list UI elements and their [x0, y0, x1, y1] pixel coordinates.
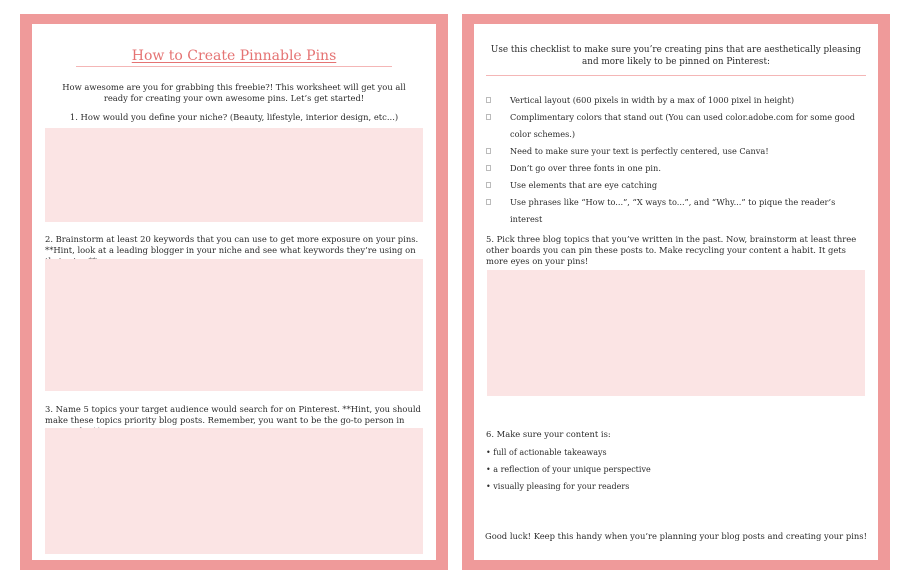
- checklist-item[interactable]: Vertical layout (600 pixels in width by a max of 1000 pixel in height): [486, 92, 868, 109]
- pin-checklist: [486, 92, 868, 228]
- checklist-item[interactable]: Use elements that are eye catching: [486, 177, 868, 194]
- left-worksheet-frame: [20, 14, 448, 570]
- checklist-item[interactable]: Don’t go over three fonts in one pin.: [486, 160, 868, 177]
- left-worksheet-page: [32, 24, 436, 560]
- bullet-item: • visually pleasing for your readers: [486, 482, 630, 491]
- checklist-divider: [486, 75, 866, 76]
- intro-text: How awesome are you for grabbing this freebie?! This worksheet will get you all ready for creating your own awesome pins. Let’s get started!: [62, 82, 406, 103]
- question-2: 2. Brainstorm at least 20 keywords that you can use to get more exposure on your pins. **Hint, look at a leading blogger in your niche and see what keywords they’re using on: [45, 234, 419, 255]
- bullet-item: • a reflection of your unique perspective: [486, 465, 651, 474]
- answer-box-1[interactable]: [45, 128, 423, 222]
- checkbox-icon[interactable]: [486, 114, 491, 120]
- closing-note: Good luck! Keep this handy when you’re planning your blog posts and creating your pins!: [485, 531, 867, 541]
- checklist-item[interactable]: Need to make sure your text is perfectly centered, use Canva!: [486, 143, 868, 160]
- checkbox-icon[interactable]: [486, 148, 491, 154]
- question-3: 3. Name 5 topics your target audience would search for on Pinterest. **Hint, you should make these topics priority blog posts. Remember, you want to be the go-to person in: [45, 404, 421, 425]
- right-worksheet-page: [474, 24, 878, 560]
- checkbox-icon[interactable]: [486, 182, 491, 188]
- question-5: 5. Pick three blog topics that you’ve written in the past. Now, brainstorm at least three other boards you can pin these posts to. Make recycling your content a habit. It gets more eyes on your pins!: [486, 234, 857, 266]
- content-checklist: [486, 444, 651, 495]
- checkbox-icon[interactable]: [486, 199, 491, 205]
- checklist-item[interactable]: Complimentary colors that stand out (You can used color.adobe.com for some good color schemes.): [486, 109, 868, 143]
- question-1: 1. How would you define your niche? (Beauty, lifestyle, interior design, etc...): [69, 112, 399, 122]
- worksheet-title: How to Create Pinnable Pins: [131, 48, 337, 64]
- answer-box-5[interactable]: [487, 270, 865, 396]
- checklist-item[interactable]: Use phrases like “How to...”, “X ways to...”, and “Why...” to pique the reader’s interest: [486, 194, 868, 228]
- checkbox-icon[interactable]: [486, 97, 491, 103]
- answer-box-2[interactable]: [45, 259, 423, 391]
- checklist-intro: Use this checklist to make sure you’re creating pins that are aesthetically pleasing and more likely to be pinned on Pinterest:: [490, 45, 862, 67]
- answer-box-3[interactable]: [45, 428, 423, 554]
- right-worksheet-frame: [462, 14, 890, 570]
- bullet-item: • full of actionable takeaways: [486, 448, 607, 457]
- question-6: 6. Make sure your content is:: [486, 429, 611, 439]
- title-divider: [76, 66, 392, 67]
- checkbox-icon[interactable]: [486, 165, 491, 171]
